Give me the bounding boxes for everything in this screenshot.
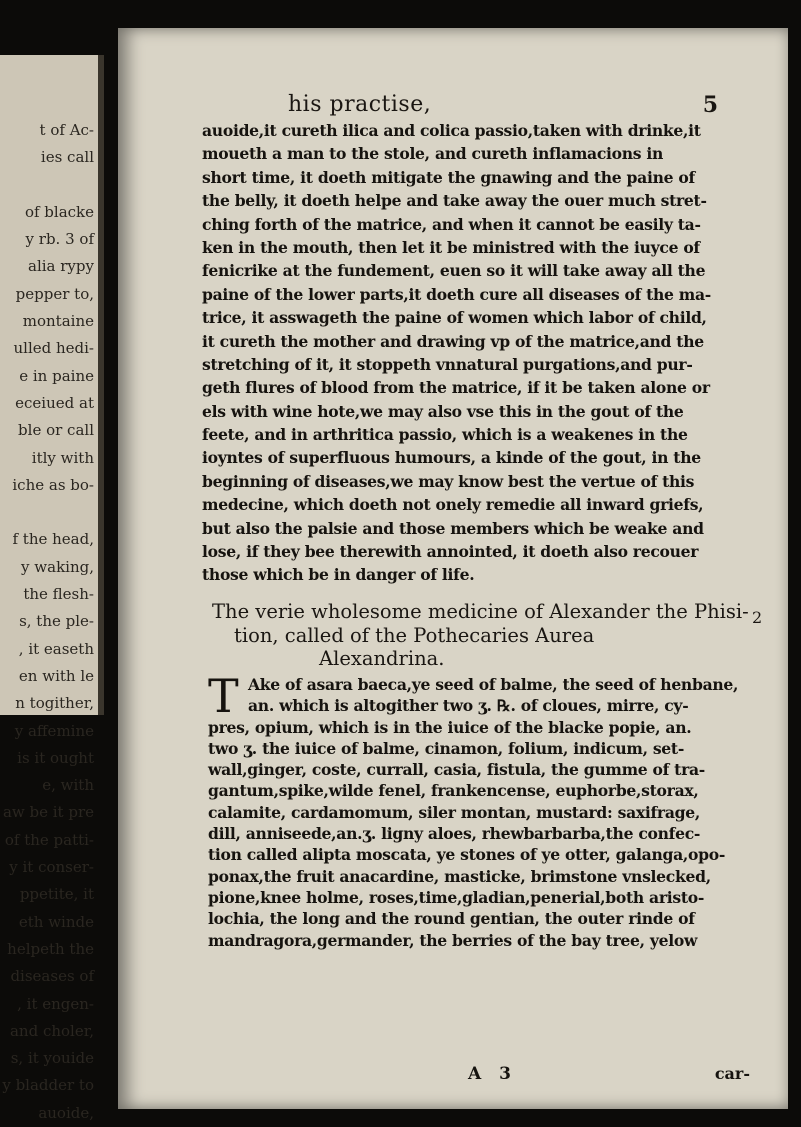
text-line: pres, opium, which is in the iuice of the blacke popie, an. [208,717,692,737]
text-line: short time, it doeth mitigate the gnawing and the paine of [202,167,695,187]
facing-page-line [0,172,94,199]
facing-page-line: aw be it pre [2,803,94,822]
body-paragraph-2 [208,669,768,951]
text-line: wall,ginger, coste, currall, casia, fistula, the gumme of tra- [208,760,705,780]
text-line: ioyntes of superfluous humours, a kinde of the gout, in the [202,448,701,468]
facing-page-line [0,499,94,526]
facing-page-line: ies call [40,148,94,167]
page-footer [208,1064,768,1088]
signature-mark: A 3 [468,1064,517,1084]
text-line: feete, and in arthritica passio, which is a weakenes in the [202,425,688,445]
text-line: stretching of it, it stoppeth vnnatural purgations,and pur- [202,354,693,374]
facing-page-line: is it ought [17,748,94,767]
facing-page-line: ppetite, it [19,885,94,904]
text-line: Ake of asara baeca,ye seed of balme, the seed of henbane, [248,675,739,694]
facing-page-line: f the head, [12,530,94,549]
text-line: beginning of diseases,we may know best the vertue of this [202,471,695,491]
facing-page-line: of blacke [24,202,94,221]
heading-line-1: The verie wholesome medicine of Alexander the Phisi- [212,600,749,623]
facing-page-text [0,55,98,1127]
text-line: moueth a man to the stole, and cureth inflamacions in [202,144,664,164]
facing-page-line: s, the ple- [19,612,94,631]
text-line: tion called alipta moscata, ye stones of ye otter, galanga,opo- [208,845,725,865]
section-heading [212,600,749,670]
facing-page-line: pepper to, [15,284,94,303]
facing-page-line: auoide, [38,1103,94,1122]
heading-line-2: tion, called of the Pothecaries Aurea [234,624,595,647]
facing-page-line: y rb. 3 of [25,230,94,249]
facing-page-line: y it conser- [9,858,94,877]
facing-page-line: y waking, [21,557,94,576]
text-line: ching forth of the matrice, and when it cannot be easily ta- [202,214,701,234]
facing-page-line: ble or call [18,421,94,440]
facing-page-sliver [0,55,104,1122]
text-line: but also the palsie and those members which be weake and [202,518,704,538]
text-line: gantum,spike,wilde fenel, frankencense, euphorbe,storax, [208,781,699,801]
heading-line-3: Alexandrina. [319,647,445,670]
facing-page-line: alia rypy [28,257,94,276]
facing-page-line: itly with [31,448,94,467]
drop-cap: T [208,669,239,723]
text-line: two ʒ. the iuice of balme, cinamon, folium, indicum, set- [208,738,684,758]
facing-page-line: , it easeth [18,639,94,658]
text-line: it cureth the mother and drawing vp of the matrice,and the [202,331,704,351]
text-line: lochia, the long and the round gentian, the outer rinde of [208,909,695,929]
text-line: els with wine hote,we may also vse this in the gout of the [202,401,684,421]
text-line: mandragora,germander, the berries of the bay tree, yelow [208,930,698,950]
text-line: medecine, which doeth not onely remedie all inward griefs, [202,495,704,515]
facing-page-line: eth winde [18,912,94,931]
facing-page-line: of the patti- [4,830,94,849]
facing-page-line: n togither, [15,694,94,713]
body-paragraph-1 [202,119,762,587]
text-line: ponax,the fruit anacardine, masticke, brimstone vnslecked, [208,866,711,886]
facing-page-line: iche as bo- [12,475,94,494]
text-line: the belly, it doeth helpe and take away the ouer much stret- [202,191,707,211]
text-line: ken in the mouth, then let it be ministred with the iuyce of [202,237,700,257]
facing-page-line: en with le [18,666,94,685]
text-line: paine of the lower parts,it doeth cure all diseases of the ma- [202,284,711,304]
facing-page-line: , it engen- [17,994,94,1013]
text-line: dill, anniseede,an.ʒ. ligny aloes, rhewbarbarba,the confec- [208,824,701,844]
facing-page-line: montaine [22,312,94,331]
text-line: auoide,it cureth ilica and colica passio,taken with drinke,it [202,121,701,140]
facing-page-line: the flesh- [23,585,94,604]
text-line: lose, if they bee therewith annointed, it doeth also recouer [202,542,699,562]
facing-page-line: y bladder to [2,1076,94,1095]
text-line: pione,knee holme, roses,time,gladian,penerial,both aristo- [208,887,705,907]
text-line: trice, it asswageth the paine of women which labor of child, [202,308,707,328]
facing-page-line: eceiued at [15,393,94,412]
facing-page-line: t of Ac- [39,121,94,139]
page-number: 5 [702,92,718,118]
text-line: fenicrike at the fundement, euen so it will take away all the [202,261,706,281]
facing-page-line: ulled hedi- [13,339,94,358]
facing-page-line: helpeth the [7,939,94,958]
margin-note: 2 [752,608,763,627]
text-line: geth flures of blood from the matrice, if it be taken alone or [202,378,710,398]
running-title: his practise, [288,92,432,117]
facing-page-line: and choler, [9,1021,94,1040]
facing-page-line: e, with [42,776,94,795]
facing-page-line: diseases of [10,967,94,986]
facing-page-line: s, it youide [10,1049,94,1068]
facing-page-line: y affemine [14,721,94,740]
text-line: calamite, cardamomum, siler montan, mustard: saxifrage, [208,802,700,822]
catchword: car- [714,1064,750,1083]
running-head [288,92,728,122]
facing-page-line: e in paine [19,366,94,385]
text-line: an. which is altogither two ʒ. ℞. of cloues, mirre, cy- [248,696,689,716]
text-line: those which be in danger of life. [202,565,475,585]
